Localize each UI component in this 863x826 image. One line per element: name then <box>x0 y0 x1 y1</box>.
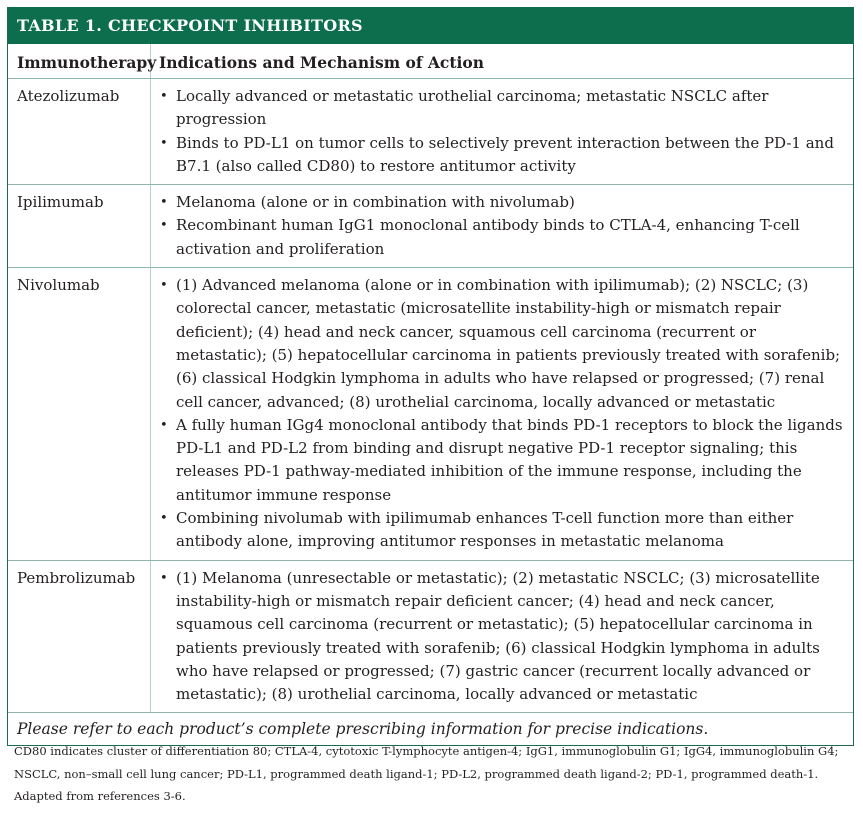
list-item: • Recombinant human IgG1 monoclonal antibody binds to CTLA-4, enhancing T-cell activation and proliferation <box>160 216 800 258</box>
drug-name: Ipilimumab <box>8 185 151 267</box>
bullet-icon: • <box>160 570 168 586</box>
indication-list <box>159 191 847 261</box>
drug-name: Atezolizumab <box>8 79 151 184</box>
indication-list <box>159 85 847 178</box>
table-row-atezolizumab <box>8 78 853 184</box>
table-title: TABLE 1. CHECKPOINT INHIBITORS <box>8 7 853 44</box>
bullet-icon: • <box>160 195 168 211</box>
source-footnote: Adapted from references 3-6. <box>14 789 186 803</box>
bullet-icon: • <box>160 89 168 104</box>
list-item: • Locally advanced or metastatic urothelial carcinoma; metastatic NSCLC after progression <box>160 87 769 129</box>
list-item: • (1) Advanced melanoma (alone or in combination with ipilimumab); (2) NSCLC; (3) colorectal cancer, metastatic (microsatellite instability-high or mismatch repair deficient); (4) head and neck cancer, squamous cell carcinoma (recurrent or metastatic); (5) hepatocellular carcinoma in patients previously treated with sorafenib; (6) classical Hodgkin lymphoma in adults who have relapsed or progressed; (7) renal cell cancer, advanced; (8) urothelial carcinoma, locally advanced or metastatic <box>160 276 841 411</box>
abbreviations-footnote: CD80 indicates cluster of differentiation 80; CTLA-4, cytotoxic T-lymphocyte antigen-4; IgG1, immunoglobulin G1; IgG4, immunoglobulin G4; NSCLC, non–small cell lung cancer; PD-L1, programmed death ligand-1; PD-L2, programmed death ligand-2; PD-1, programmed death-1. <box>14 744 839 781</box>
checkpoint-inhibitors-table <box>7 7 854 746</box>
column-header-immunotherapy: Immunotherapy <box>8 44 151 78</box>
table-row-ipilimumab <box>8 184 853 267</box>
list-item: • (1) Melanoma (unresectable or metastatic); (2) metastatic NSCLC; (3) microsatellite instability-high or mismatch repair deficient cancer; (4) head and neck cancer, squamous cell carcinoma (recurrent or metastatic); (5) hepatocellular carcinoma in patients previously treated with sorafenib; (6) classical Hodgkin lymphoma in adults who have relapsed or progressed; (7) gastric cancer (recurrent locally advanced or metastatic); (8) urothelial carcinoma, locally advanced or metastatic <box>160 568 820 704</box>
table-row-nivolumab <box>8 267 853 560</box>
bullet-icon: • <box>160 278 168 294</box>
indication-list <box>159 567 847 707</box>
bullet-icon: • <box>160 135 168 151</box>
bullet-icon: • <box>160 218 168 234</box>
list-item: • A fully human IGg4 monoclonal antibody that binds PD-1 receptors to block the ligands PD-L1 and PD-L2 from binding and disrupt negative PD-1 receptor signaling; this releases PD-1 pathway-mediated inhibition of the immune response, including the antitumor immune response <box>160 415 843 504</box>
indication-list <box>159 274 847 554</box>
prescribing-note: Please refer to each product’s complete prescribing information for precise indications. <box>8 712 853 745</box>
table-row-pembrolizumab <box>8 560 853 713</box>
list-item: • Melanoma (alone or in combination with nivolumab) <box>159 191 847 214</box>
bullet-icon: • <box>160 417 168 433</box>
table-header-row <box>8 44 853 78</box>
drug-name: Pembrolizumab <box>8 561 151 713</box>
list-item: • Binds to PD-L1 on tumor cells to selectively prevent interaction between the PD-1 and B7.1 (also called CD80) to restore antitumor activity <box>160 133 834 175</box>
footnotes <box>14 740 854 808</box>
column-header-indications: Indications and Mechanism of Action <box>159 53 485 72</box>
drug-name: Nivolumab <box>8 268 151 560</box>
list-item: • Combining nivolumab with ipilimumab enhances T-cell function more than either antibody alone, improving antitumor responses in metastatic melanoma <box>160 509 794 551</box>
bullet-icon: • <box>160 511 168 527</box>
